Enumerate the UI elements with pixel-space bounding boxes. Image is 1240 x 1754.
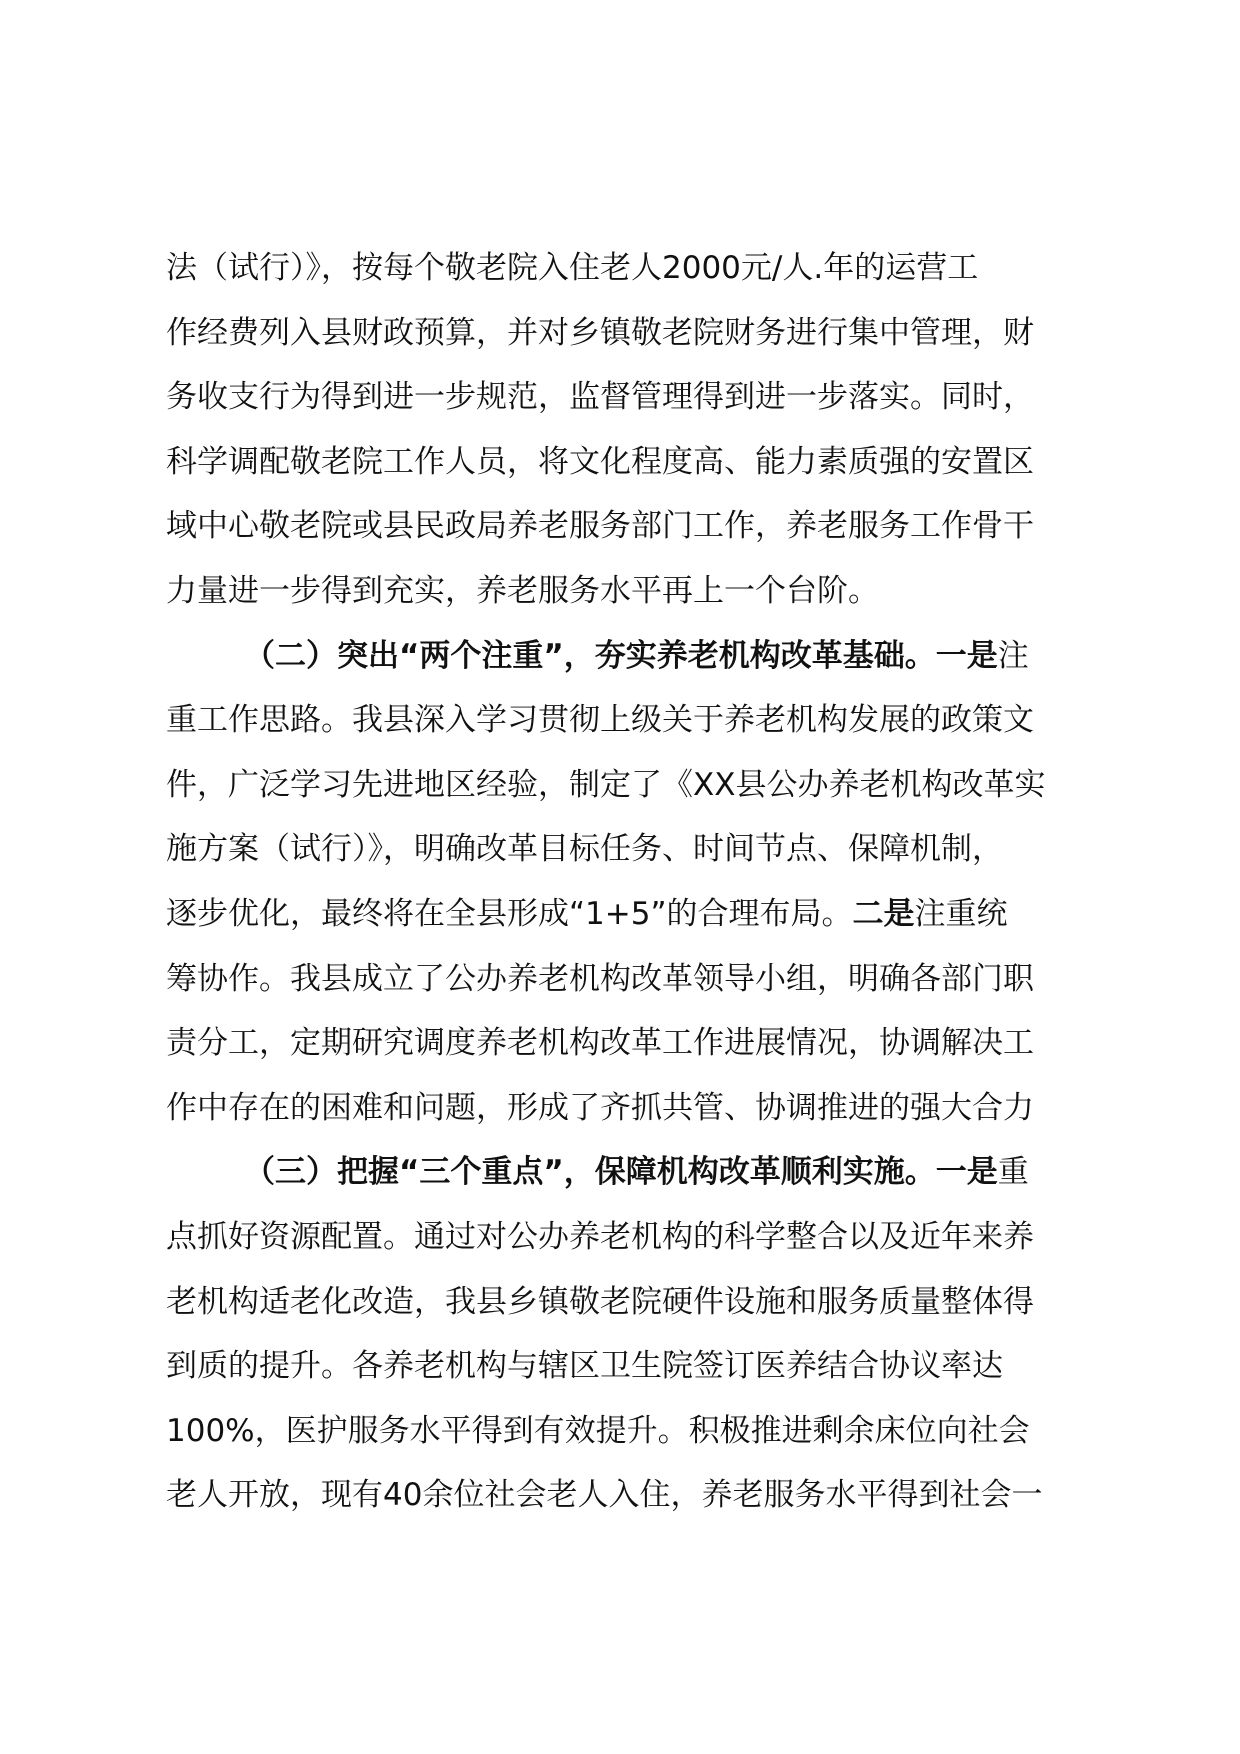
text-line bbox=[166, 1399, 1106, 1464]
point-marker: 一是 bbox=[935, 1154, 998, 1191]
text-run: 作中存在的困难和问题，形成了齐抓共管、协调推进的强大合力 bbox=[166, 1089, 1034, 1126]
text-run: 注 bbox=[997, 637, 1029, 674]
text-line bbox=[166, 494, 1106, 559]
text-line bbox=[166, 430, 1106, 495]
text-run: 作经费列入县财政预算，并对乡镇敬老院财务进行集中管理，财 bbox=[166, 314, 1034, 351]
section-heading-3 bbox=[166, 1140, 1106, 1205]
text-run: 件，广泛学习先进地区经验，制定了《XX县公办养老机构改革实 bbox=[166, 766, 1046, 803]
text-run: 重 bbox=[997, 1154, 1029, 1191]
text-line bbox=[166, 301, 1106, 366]
text-run: 老机构适老化改造，我县乡镇敬老院硬件设施和服务质量整体得 bbox=[166, 1283, 1034, 1320]
text-line bbox=[166, 882, 1106, 947]
text-run: 法（试行）》，按每个敬老院入住老人2000元/人.年的运营工 bbox=[166, 250, 979, 286]
section-heading-text: （三）把握“三个重点”，保障机构改革顺利实施。 bbox=[244, 1154, 936, 1191]
text-line bbox=[166, 817, 1106, 882]
text-run: 点抓好资源配置。通过对公办养老机构的科学整合以及近年来养 bbox=[166, 1218, 1034, 1255]
text-run: 老人开放，现有40余位社会老人入住，养老服务水平得到社会一 bbox=[166, 1477, 1043, 1514]
point-marker: 二是 bbox=[852, 895, 915, 932]
text-line bbox=[166, 1205, 1106, 1270]
text-run: 筹协作。我县成立了公办养老机构改革领导小组，明确各部门职 bbox=[166, 960, 1034, 997]
text-line bbox=[166, 1334, 1106, 1399]
text-run: 力量进一步得到充实，养老服务水平再上一个台阶。 bbox=[166, 572, 879, 609]
text-line bbox=[166, 1011, 1106, 1076]
text-run: 到质的提升。各养老机构与辖区卫生院签订医养结合协议率达 bbox=[166, 1348, 1003, 1385]
body-text bbox=[166, 236, 1106, 1528]
point-marker: 一是 bbox=[935, 637, 998, 674]
text-run: 务收支行为得到进一步规范，监督管理得到进一步落实。同时， bbox=[166, 379, 1034, 416]
text-run: 责分工，定期研究调度养老机构改革工作进展情况，协调解决工 bbox=[166, 1025, 1034, 1062]
section-heading-text: （二）突出“两个注重”，夯实养老机构改革基础。 bbox=[244, 637, 936, 674]
text-run: 科学调配敬老院工作人员，将文化程度高、能力素质强的安置区 bbox=[166, 443, 1034, 480]
text-line bbox=[166, 1076, 1106, 1141]
text-line bbox=[166, 1270, 1106, 1335]
text-line bbox=[166, 559, 1106, 624]
text-line bbox=[166, 236, 1106, 301]
text-run: 重工作思路。我县深入学习贯彻上级关于养老机构发展的政策文 bbox=[166, 702, 1034, 739]
text-run: 施方案（试行）》，明确改革目标任务、时间节点、保障机制， bbox=[166, 831, 1003, 868]
section-heading-2 bbox=[166, 624, 1106, 689]
text-run: 注重统 bbox=[914, 895, 1008, 932]
text-line bbox=[166, 365, 1106, 430]
text-line bbox=[166, 688, 1106, 753]
text-line bbox=[166, 1463, 1106, 1528]
text-run: 100%，医护服务水平得到有效提升。积极推进剩余床位向社会 bbox=[166, 1412, 1030, 1449]
text-line bbox=[166, 947, 1106, 1012]
text-line bbox=[166, 753, 1106, 818]
text-run: 域中心敬老院或县民政局养老服务部门工作，养老服务工作骨干 bbox=[166, 508, 1034, 545]
text-run: 逐步优化，最终将在全县形成“1+5”的合理布局。 bbox=[166, 895, 853, 932]
